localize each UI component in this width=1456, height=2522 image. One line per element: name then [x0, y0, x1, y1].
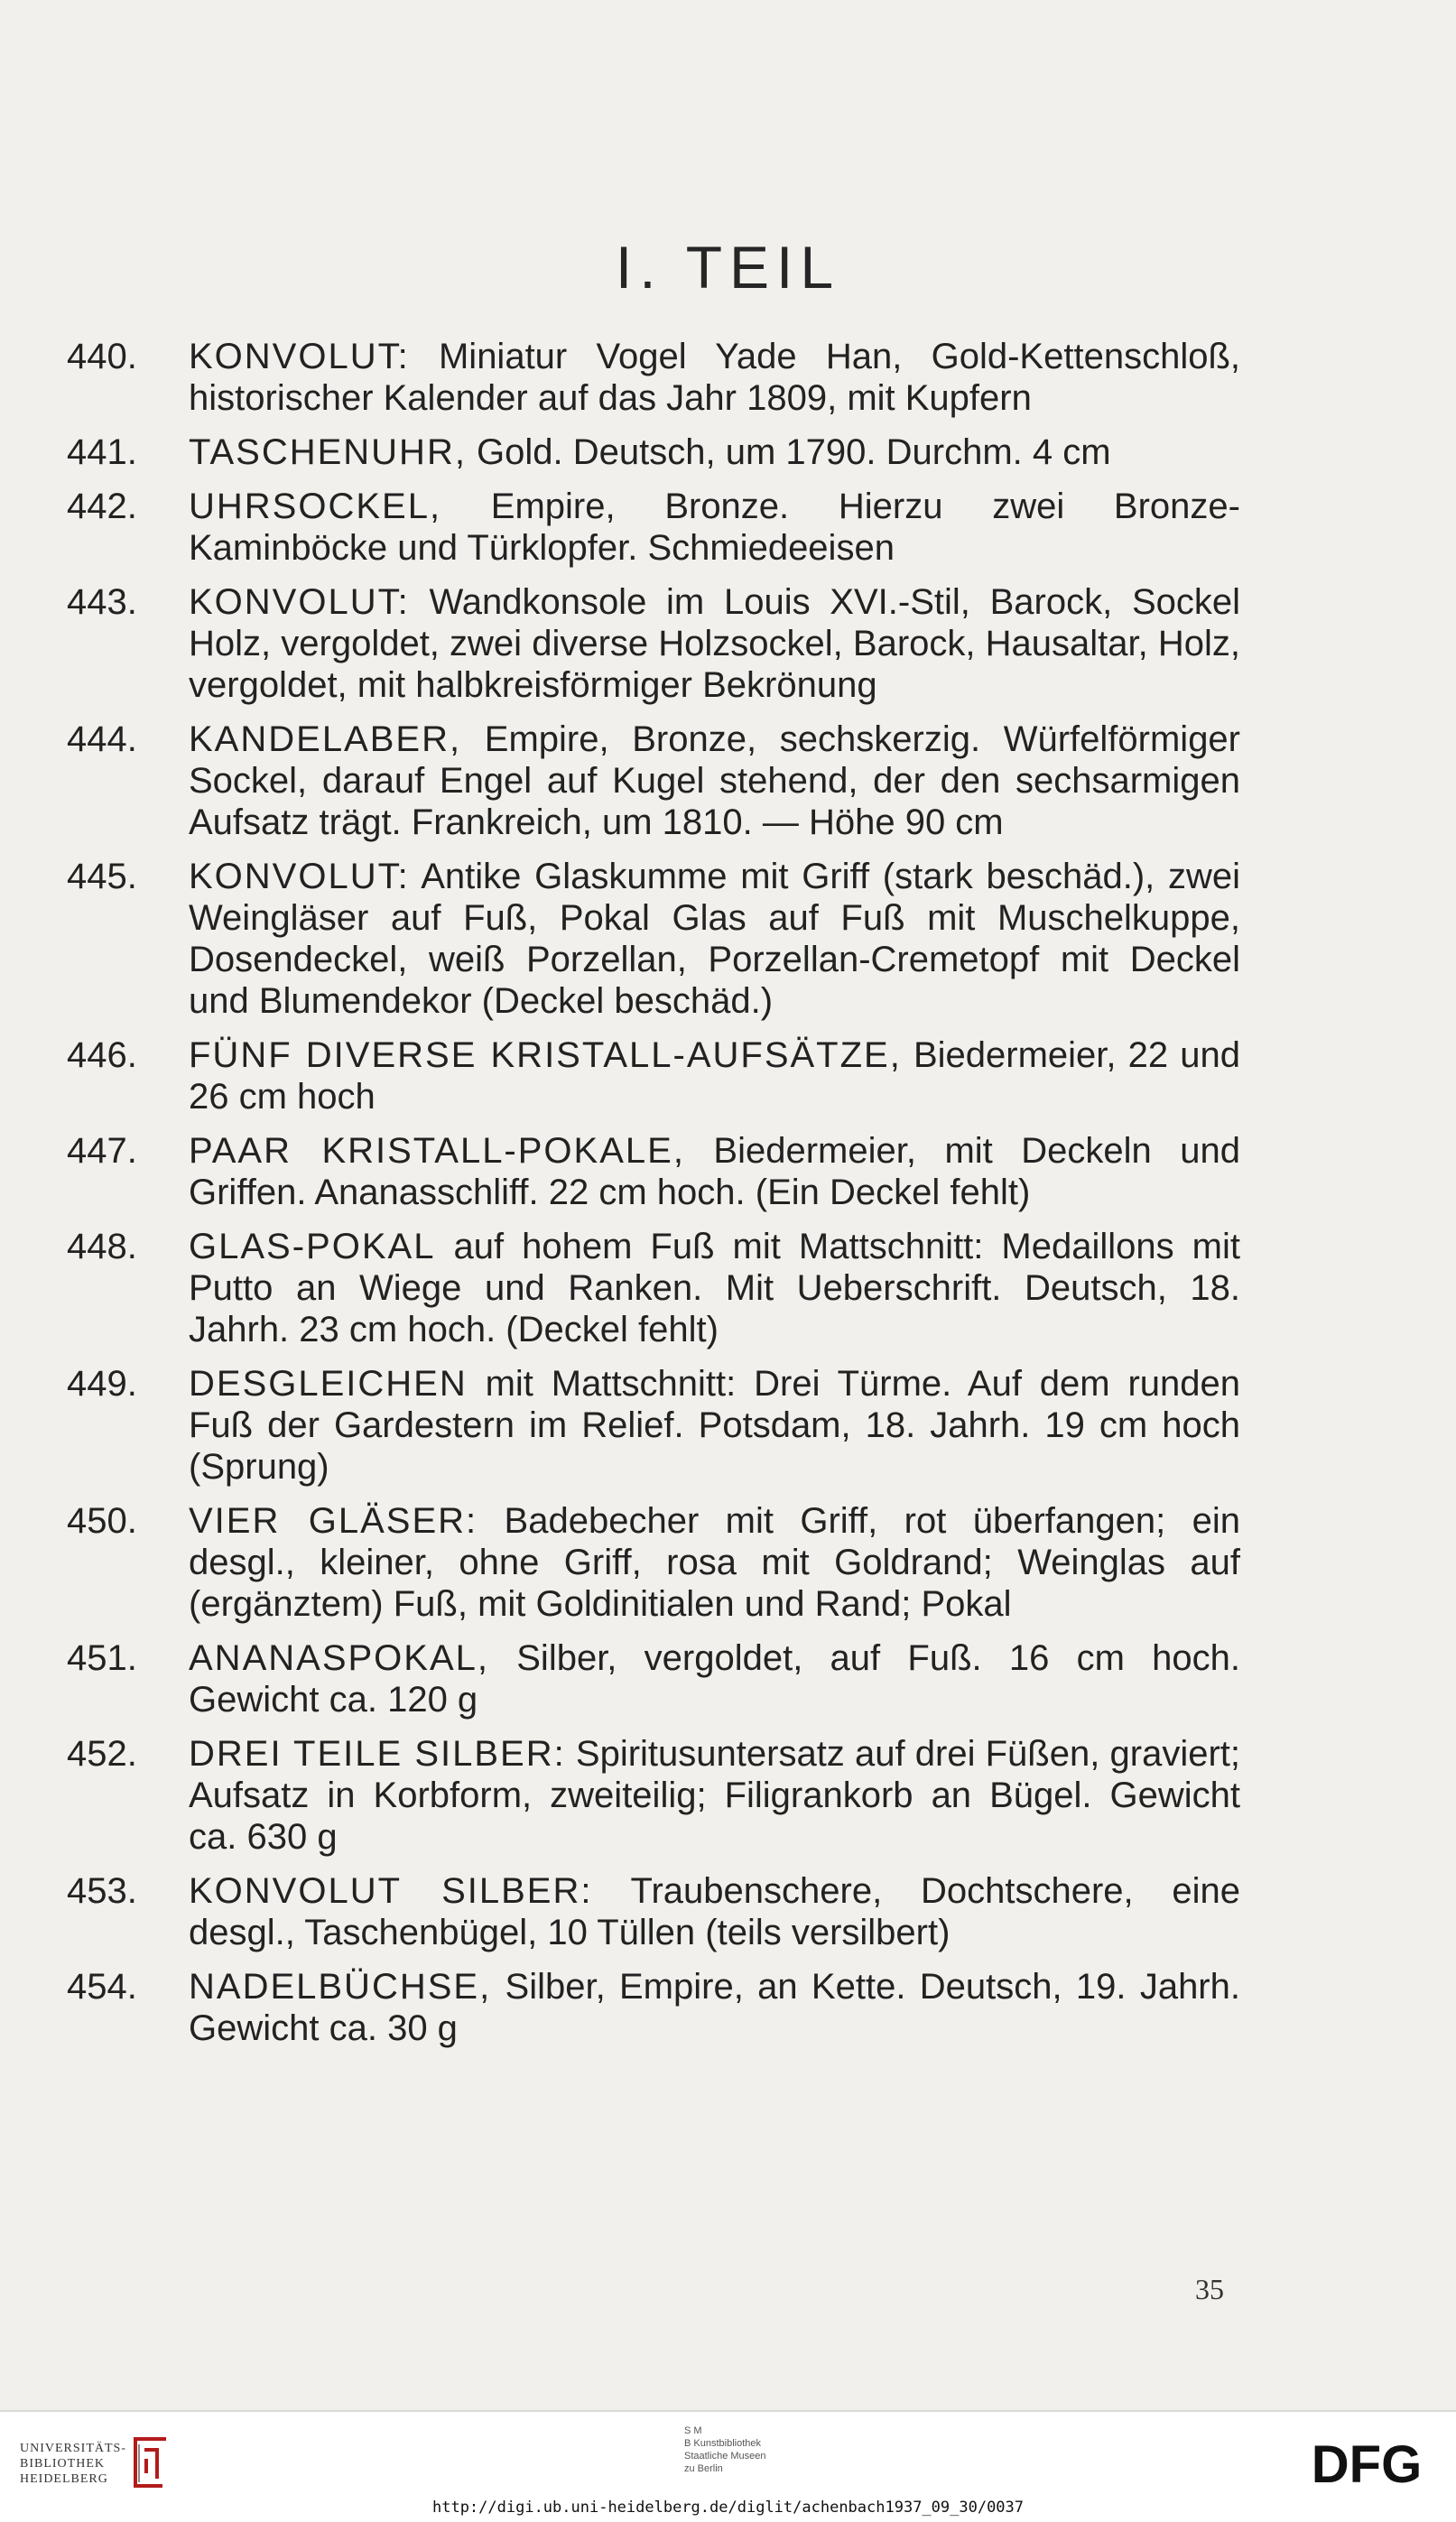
lot-description: Empire, Bronze, sechskerzig. Würfelförmiger Sockel, darauf Engel auf Kugel stehend, der den sechsarmigen Aufsatz trägt. Frankreich, um 1810. — Höhe 90 cm [189, 719, 1240, 842]
lot-number: 444. [67, 719, 137, 759]
lot-number: 441. [67, 432, 137, 472]
catalog-entry [67, 486, 1240, 569]
lot-number: 442. [67, 487, 137, 526]
page-url[interactable]: http://digi.ub.uni-heidelberg.de/diglit/achenbach1937_09_30/0037 [431, 2499, 1025, 2517]
catalog-entry [67, 1226, 1240, 1350]
lot-number: 453. [67, 1871, 137, 1911]
lot-title: KONVOLUT: [189, 857, 410, 896]
lot-title: KONVOLUT SILBER: [189, 1871, 593, 1911]
lot-number: 448. [67, 1227, 137, 1266]
lot-number: 440. [67, 337, 137, 376]
catalog-entry [67, 1130, 1240, 1213]
lot-description: Antike Glaskumme mit Griff (stark beschäd.), zwei Weingläser auf Fuß, Pokal Glas auf Fuß mit Muschelkuppe, Dosendeckel, weiß Porzellan, Porzellan-Cremetopf mit Deckel und Blumendekor (Deckel beschäd.) [189, 857, 1240, 1021]
lot-title: KANDELABER, [189, 719, 462, 759]
lot-number: 449. [67, 1364, 137, 1404]
lot-description: Miniatur Vogel Yade Han, Gold-Kettenschloß, historischer Kalender auf das Jahr 1809, mit Kupfern [189, 337, 1240, 418]
lot-description: Traubenschere, Dochtschere, eine desgl., Taschenbügel, 10 Tüllen (teils versilbert) [189, 1871, 1241, 1952]
lot-number: 451. [67, 1638, 137, 1678]
lot-description: auf hohem Fuß mit Mattschnitt: Medaillons mit Putto an Wiege und Ranken. Mit Ueberschrift. Deutsch, 18. Jahrh. 23 cm hoch. (Deckel fehlt) [189, 1227, 1240, 1349]
section-heading: I. TEIL [615, 234, 841, 301]
lot-title: KONVOLUT: [189, 582, 410, 622]
lot-description: Spiritusuntersatz auf drei Füßen, graviert; Aufsatz in Korbform, zweiteilig; Filigrankorb an Bügel. Gewicht ca. 630 g [189, 1734, 1240, 1857]
lot-title: NADELBÜCHSE, [189, 1967, 492, 2007]
museum-label [684, 2425, 766, 2475]
university-line: HEIDELBERG [20, 2472, 108, 2486]
catalog-entry [67, 1733, 1240, 1858]
lot-number: 443. [67, 582, 137, 622]
lot-title: ANANASPOKAL, [189, 1638, 490, 1678]
museum-line: Staatliche Museen [684, 2451, 766, 2462]
university-line: BIBLIOTHEK [20, 2457, 105, 2471]
lot-number: 454. [67, 1967, 137, 2007]
lot-description: Empire, Bronze. Hierzu zwei Bronze-Kaminböcke und Türklopfer. Schmiedeeisen [189, 487, 1240, 568]
university-library-label[interactable] [20, 2441, 126, 2487]
lot-number: 447. [67, 1131, 137, 1171]
lot-title: DREI TEILE SILBER: [189, 1734, 566, 1774]
lot-description: Gold. Deutsch, um 1790. Durchm. 4 cm [466, 432, 1111, 472]
dfg-logo-text: DFG [1311, 2437, 1423, 2488]
lot-title: KONVOLUT: [189, 337, 410, 376]
university-line: UNIVERSITÄTS- [20, 2442, 126, 2455]
dfg-logo[interactable] [1298, 2437, 1435, 2488]
lot-description: Biedermeier, mit Deckeln und Griffen. Ananasschliff. 22 cm hoch. (Ein Deckel fehlt) [189, 1131, 1241, 1212]
lot-description: mit Mattschnitt: Drei Türme. Auf dem runden Fuß der Gardestern im Relief. Potsdam, 18. Jahrh. 19 cm hoch (Sprung) [189, 1364, 1240, 1487]
lot-description: Badebecher mit Griff, rot überfangen; ein desgl., kleiner, ohne Griff, rosa mit Goldrand; Weinglas auf (ergänztem) Fuß, mit Goldinitialen und Rand; Pokal [189, 1501, 1241, 1624]
museum-line: B Kunstbibliothek [684, 2438, 761, 2449]
lot-title: VIER GLÄSER: [189, 1501, 478, 1541]
lot-description: Wandkonsole im Louis XVI.-Stil, Barock, Sockel Holz, vergoldet, zwei diverse Holzsockel, Barock, Hausaltar, Holz, vergoldet, mit halbkreisförmiger Bekrönung [189, 582, 1240, 705]
catalog-entry [67, 1500, 1240, 1625]
catalog-entries [67, 336, 1240, 2062]
museum-line: zu Berlin [684, 2463, 723, 2474]
lot-title: UHRSOCKEL, [189, 487, 442, 526]
page-number: 35 [1195, 2273, 1224, 2305]
lot-number: 446. [67, 1035, 137, 1075]
lot-description: Silber, vergoldet, auf Fuß. 16 cm hoch. Gewicht ca. 120 g [189, 1638, 1240, 1720]
catalog-entry [67, 1637, 1240, 1720]
lot-number: 445. [67, 857, 137, 896]
lot-title: DESGLEICHEN [189, 1364, 468, 1404]
lot-title: FÜNF DIVERSE KRISTALL-AUFSÄTZE, [189, 1035, 902, 1075]
lot-title: PAAR KRISTALL-POKALE, [189, 1131, 685, 1171]
catalog-entry [67, 1034, 1240, 1117]
catalog-entry [67, 431, 1240, 473]
lot-title: TASCHENUHR, [189, 432, 467, 472]
lot-description: Biedermeier, 22 und 26 cm hoch [189, 1035, 1241, 1117]
museum-line: S M [684, 2425, 702, 2436]
catalog-entry [67, 1966, 1240, 2049]
lot-number: 452. [67, 1734, 137, 1774]
lot-number: 450. [67, 1501, 137, 1541]
catalog-entry [67, 719, 1240, 843]
catalog-entry [67, 336, 1240, 419]
catalog-entry [67, 856, 1240, 1022]
catalog-entry [67, 1870, 1240, 1953]
catalog-entry [67, 581, 1240, 706]
lot-description: Silber, Empire, an Kette. Deutsch, 19. Jahrh. Gewicht ca. 30 g [189, 1967, 1240, 2048]
catalog-entry [67, 1363, 1240, 1488]
lot-title: GLAS-POKAL [189, 1227, 436, 1266]
viewer-footer [0, 2410, 1456, 2522]
university-logo-icon [126, 2432, 173, 2491]
